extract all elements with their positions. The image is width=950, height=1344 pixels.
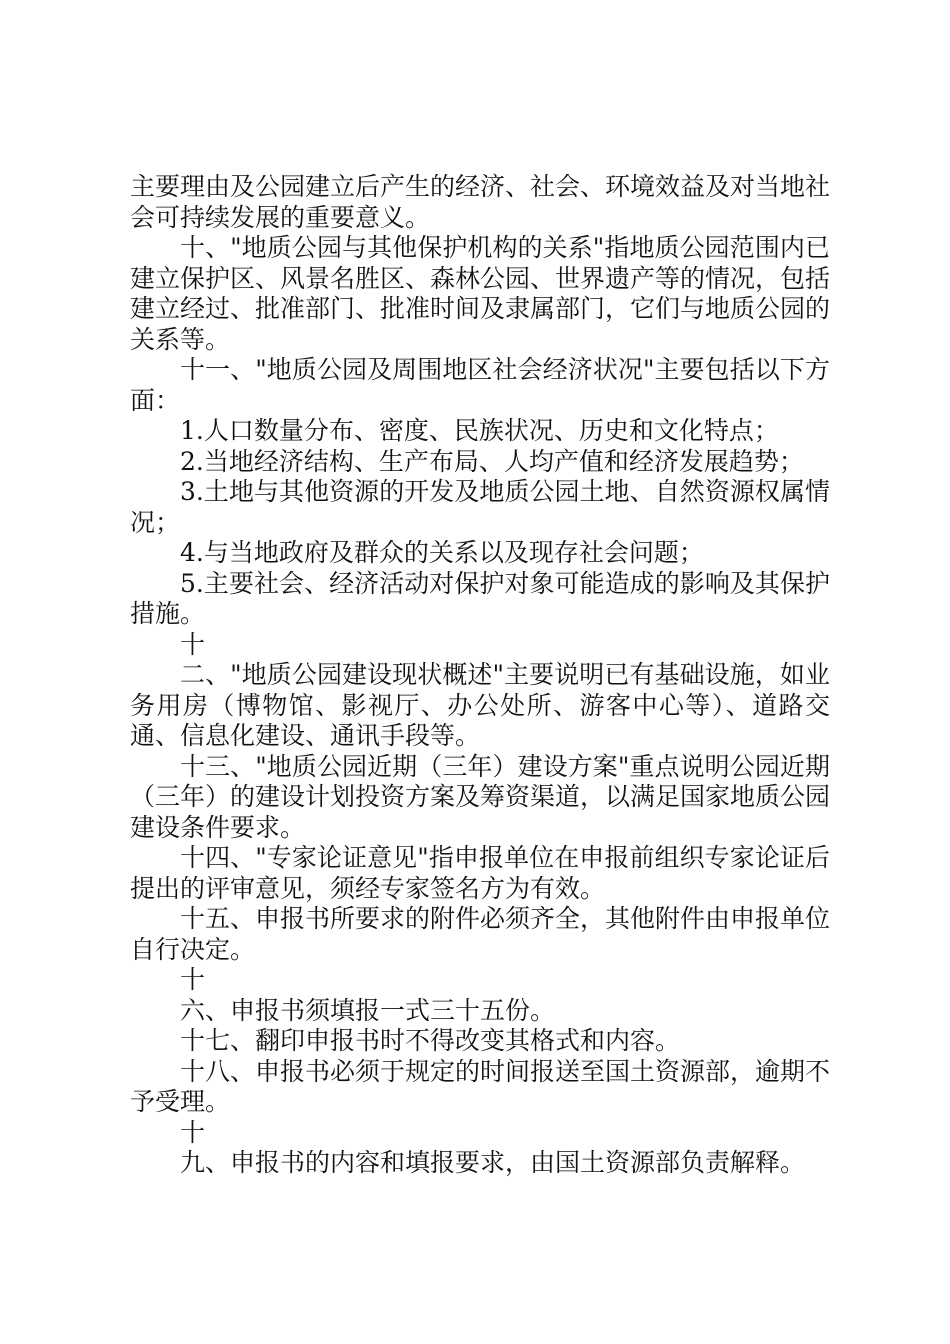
paragraph: 十三、"地质公园近期（三年）建设方案"重点说明公园近期（三年）的建设计划投资方案及筹资渠道，以满足国家地质公园建设条件要求。	[130, 751, 831, 842]
paragraph: 十五、申报书所要求的附件必须齐全，其他附件由申报单位自行决定。	[130, 904, 831, 964]
paragraph: 十	[180, 965, 206, 994]
paragraph: 十四、"专家论证意见"指申报单位在申报前组织专家论证后提出的评审意见，须经专家签名方为有效。	[130, 843, 830, 903]
list-item: 2.当地经济结构、生产布局、人均产值和经济发展趋势；	[180, 446, 804, 476]
paragraph: 六、申报书须填报一式三十五份。	[180, 995, 556, 1025]
paragraph: 十八、申报书必须于规定的时间报送至国土资源部，逾期不予受理。	[130, 1056, 831, 1116]
paragraph: 十	[180, 1117, 206, 1147]
paragraph: 十七、翻印申报书时不得改变其格式和内容。	[180, 1026, 681, 1055]
paragraph: 十一、"地质公园及周围地区社会经济状况"主要包括以下方面：	[130, 355, 830, 415]
document-body	[130, 172, 830, 1179]
list-item: 3.土地与其他资源的开发及地质公园土地、自然资源权属情况；	[130, 477, 830, 537]
paragraph: 十、"地质公园与其他保护机构的关系"指地质公园范围内已建立保护区、风景名胜区、森林公园、世界遗产等的情况，包括建立经过、批准部门、批准时间及隶属部门，它们与地质公园的关系等。	[130, 233, 831, 354]
list-item: 1.人口数量分布、密度、民族状况、历史和文化特点；	[180, 416, 779, 445]
paragraph: 十	[180, 629, 206, 659]
paragraph: 主要理由及公园建立后产生的经济、社会、环境效益及对当地社会可持续发展的重要意义。	[130, 172, 831, 232]
list-item: 5.主要社会、经济活动对保护对象可能造成的影响及其保护措施。	[130, 568, 830, 628]
list-item: 4.与当地政府及群众的关系以及现存社会问题；	[180, 538, 704, 567]
paragraph: 二、"地质公园建设现状概述"主要说明已有基础设施，如业务用房（博物馆、影视厅、办公处所、游客中心等）、道路交通、信息化建设、通讯手段等。	[130, 660, 830, 750]
paragraph: 九、申报书的内容和填报要求，由国土资源部负责解释。	[180, 1148, 806, 1177]
